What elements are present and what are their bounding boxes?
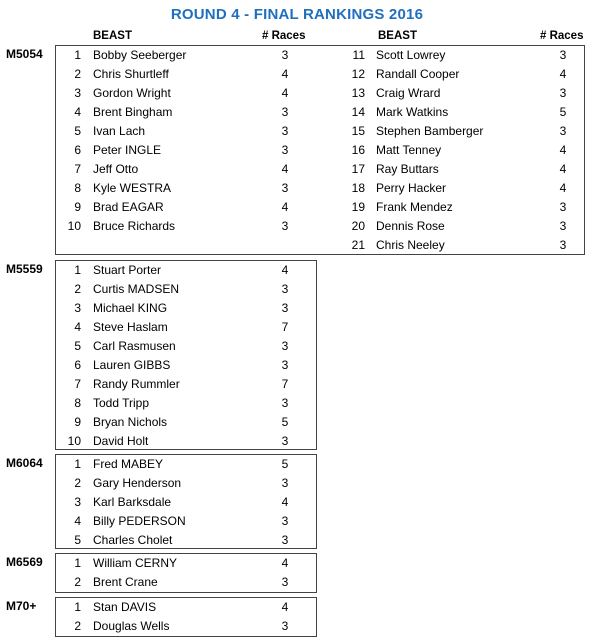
rank-number: 18 [351,181,365,195]
ranking-row [0,573,594,592]
rank-number: 5 [74,124,81,138]
races-count: 3 [281,282,289,296]
races-count: 3 [281,301,289,315]
races-count: 4 [281,162,289,176]
beast-name: Karl Barksdale [93,495,172,509]
races-count: 4 [281,495,289,509]
ranking-row [0,474,594,493]
beast-name: Bruce Richards [93,219,176,233]
beast-name: William CERNY [93,556,177,570]
rank-number: 10 [67,434,81,448]
rank-number: 5 [74,533,81,547]
ranking-row [0,299,594,318]
races-count: 5 [281,457,289,471]
ranking-row [0,493,594,512]
rank-number: 2 [74,619,81,633]
ranking-row [0,617,594,636]
category-label: M6569 [6,555,43,569]
rank-number: 12 [351,67,365,81]
races-count: 3 [559,200,567,214]
races-count: 7 [281,320,289,334]
ranking-row [0,122,594,141]
ranking-row [0,375,594,394]
races-count: 3 [559,219,567,233]
category-label: M70+ [6,599,37,613]
ranking-row [0,217,594,236]
rank-number: 9 [74,415,81,429]
beast-name: Gordon Wright [93,86,171,100]
rank-number: 4 [74,320,81,334]
ranking-row [0,512,594,531]
beast-name: Jeff Otto [93,162,139,176]
ranking-row [0,160,594,179]
ranking-row [0,394,594,413]
ranking-row [0,46,594,65]
ranking-row [0,65,594,84]
rank-number: 5 [74,339,81,353]
rank-number: 4 [74,514,81,528]
beast-name: Perry Hacker [376,181,447,195]
races-count: 3 [281,396,289,410]
beast-name: Lauren GIBBS [93,358,171,372]
ranking-row [0,141,594,160]
rank-number: 1 [74,556,81,570]
beast-name: Ivan Lach [93,124,146,138]
beast-name: Dennis Rose [376,219,445,233]
rank-number: 16 [351,143,365,157]
races-count: 3 [281,575,289,589]
races-header-left: # Races [262,30,306,42]
ranking-row [0,554,594,573]
ranking-row [0,356,594,375]
races-count: 3 [559,238,567,252]
races-count: 5 [559,105,567,119]
rank-number: 8 [74,181,81,195]
rank-number: 9 [74,200,81,214]
beast-name: David Holt [93,434,149,448]
beast-name: Gary Henderson [93,476,182,490]
races-count: 4 [281,200,289,214]
rank-number: 8 [74,396,81,410]
beast-name: Matt Tenney [376,143,442,157]
ranking-row [0,531,594,550]
rank-number: 13 [351,86,365,100]
races-count: 4 [281,263,289,277]
rank-number: 2 [74,476,81,490]
rank-number: 3 [74,86,81,100]
races-count: 4 [559,181,567,195]
races-count: 3 [559,48,567,62]
rank-number: 3 [74,495,81,509]
rank-number: 6 [74,143,81,157]
beast-name: Stan DAVIS [93,600,157,614]
rank-number: 4 [74,105,81,119]
ranking-row [0,179,594,198]
races-count: 4 [559,67,567,81]
races-count: 4 [281,86,289,100]
beast-name: Charles Cholet [93,533,173,547]
rank-number: 21 [351,238,365,252]
beast-header-left: BEAST [93,30,132,42]
rank-number: 11 [352,48,365,62]
beast-name: Bobby Seeberger [93,48,187,62]
beast-name: Mark Watkins [376,105,449,119]
beast-name: Brent Bingham [93,105,173,119]
ranking-row [0,103,594,122]
races-count: 4 [281,67,289,81]
ranking-row [0,236,594,255]
races-count: 3 [559,124,567,138]
rank-number: 20 [351,219,365,233]
races-count: 3 [281,143,289,157]
rank-number: 2 [74,67,81,81]
ranking-row [0,432,594,451]
beast-name: Michael KING [93,301,168,315]
races-count: 3 [559,86,567,100]
rank-number: 6 [74,358,81,372]
races-count: 3 [281,476,289,490]
rank-number: 1 [74,457,81,471]
ranking-row [0,280,594,299]
beast-name: Chris Neeley [376,238,445,252]
beast-name: Chris Shurtleff [93,67,169,81]
rank-number: 17 [351,162,365,176]
ranking-row [0,337,594,356]
beast-header-right: BEAST [378,30,417,42]
beast-name: Frank Mendez [376,200,453,214]
beast-name: Craig Wrard [376,86,441,100]
rank-number: 1 [74,48,81,62]
races-header-right: # Races [540,30,584,42]
races-count: 3 [281,181,289,195]
beast-name: Scott Lowrey [376,48,446,62]
beast-name: Douglas Wells [93,619,170,633]
rank-number: 2 [74,575,81,589]
rank-number: 15 [351,124,365,138]
races-count: 7 [281,377,289,391]
races-count: 3 [281,533,289,547]
beast-name: Randy Rummler [93,377,180,391]
beast-name: Curtis MADSEN [93,282,180,296]
ranking-row [0,598,594,617]
rank-number: 2 [74,282,81,296]
beast-name: Fred MABEY [93,457,164,471]
beast-name: Peter INGLE [93,143,162,157]
rank-number: 1 [74,600,81,614]
rank-number: 14 [351,105,365,119]
beast-name: Carl Rasmusen [93,339,176,353]
rank-number: 1 [74,263,81,277]
races-count: 4 [281,556,289,570]
rank-number: 3 [74,301,81,315]
beast-name: Steve Haslam [93,320,168,334]
rank-number: 7 [74,377,81,391]
ranking-row [0,261,594,280]
category-label: M6064 [6,456,43,470]
beast-name: Stuart Porter [93,263,162,277]
rank-number: 19 [351,200,365,214]
beast-name: Brad EAGAR [93,200,164,214]
rank-number: 10 [67,219,81,233]
beast-name: Kyle WESTRA [93,181,172,195]
ranking-row [0,413,594,432]
category-label: M5054 [6,47,43,61]
races-count: 3 [281,219,289,233]
page-title: ROUND 4 - FINAL RANKINGS 2016 [170,6,424,23]
beast-name: Stephen Bamberger [376,124,484,138]
races-count: 3 [281,358,289,372]
races-count: 3 [281,48,289,62]
races-count: 3 [281,514,289,528]
rank-number: 7 [74,162,81,176]
races-count: 3 [281,619,289,633]
ranking-row [0,84,594,103]
beast-name: Bryan Nichols [93,415,168,429]
races-count: 4 [281,600,289,614]
races-count: 5 [281,415,289,429]
beast-name: Brent Crane [93,575,158,589]
category-label: M5559 [6,262,43,276]
races-count: 3 [281,339,289,353]
beast-name: Randall Cooper [376,67,460,81]
races-count: 4 [559,143,567,157]
ranking-row [0,455,594,474]
races-count: 4 [559,162,567,176]
beast-name: Todd Tripp [93,396,150,410]
ranking-row [0,198,594,217]
beast-name: Ray Buttars [376,162,439,176]
races-count: 3 [281,105,289,119]
ranking-row [0,318,594,337]
beast-name: Billy PEDERSON [93,514,186,528]
races-count: 3 [281,434,289,448]
races-count: 3 [281,124,289,138]
